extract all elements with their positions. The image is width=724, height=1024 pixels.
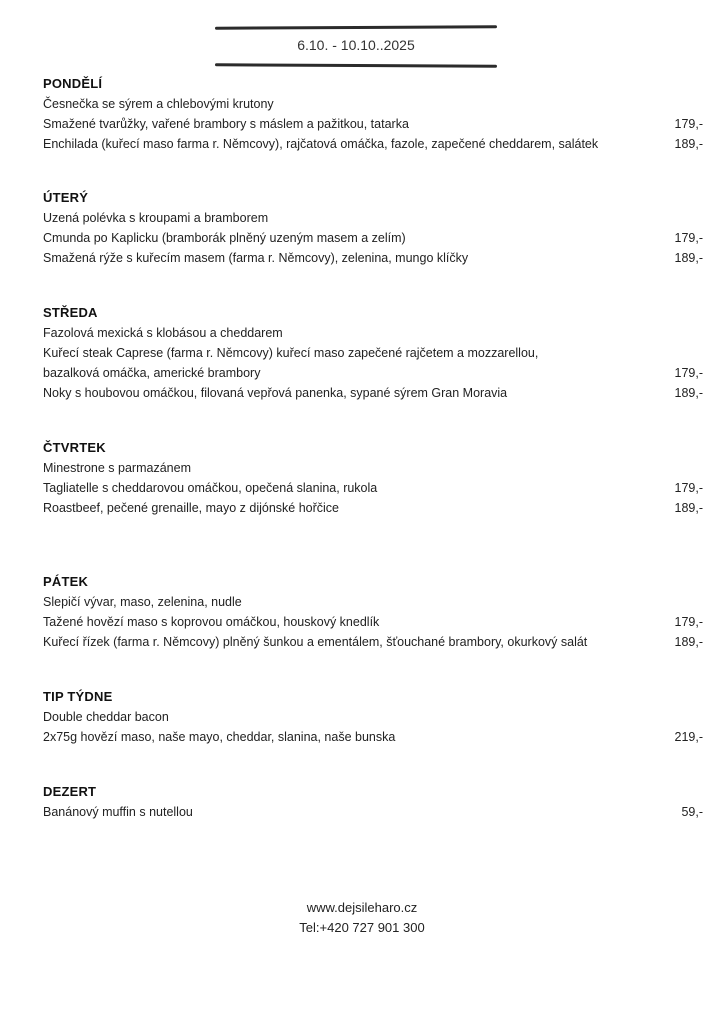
day-title: PONDĚLÍ bbox=[43, 76, 103, 91]
menu-item bbox=[43, 727, 703, 747]
item-name: Česnečka se sýrem a chlebovými krutony bbox=[43, 97, 274, 111]
item-name: Double cheddar bacon bbox=[43, 710, 169, 724]
header-top-stroke bbox=[215, 25, 497, 29]
day-section-thursday bbox=[43, 438, 703, 518]
menu-item bbox=[43, 612, 703, 632]
item-price: 179,- bbox=[674, 481, 703, 495]
item-name: Banánový muffin s nutellou bbox=[43, 805, 193, 819]
item-name: Tažené hovězí maso s koprovou omáčkou, houskový knedlík bbox=[43, 615, 380, 629]
menu-item bbox=[43, 632, 703, 652]
menu-item bbox=[43, 134, 703, 154]
menu-item bbox=[43, 323, 703, 343]
day-section-monday bbox=[43, 74, 703, 154]
day-title: PÁTEK bbox=[43, 574, 89, 589]
date-range: 6.10. - 10.10..2025 bbox=[297, 37, 415, 53]
item-price: 189,- bbox=[674, 501, 703, 515]
menu-item bbox=[43, 592, 703, 612]
menu-item bbox=[43, 802, 703, 822]
item-name: Enchilada (kuřecí maso farma r. Němcovy), rajčatová omáčka, fazole, zapečené cheddarem, salátek bbox=[43, 137, 599, 151]
item-name: Roastbeef, pečené grenaille, mayo z dijónské hořčice bbox=[43, 501, 340, 515]
item-name: Tagliatelle s cheddarovou omáčkou, opečená slanina, rukola bbox=[43, 481, 378, 495]
day-section-tuesday bbox=[43, 188, 703, 268]
menu-item bbox=[43, 94, 703, 114]
menu-item bbox=[43, 343, 703, 383]
item-price: 179,- bbox=[674, 117, 703, 131]
website-link[interactable]: www.dejsileharo.cz bbox=[306, 900, 418, 915]
menu-item bbox=[43, 458, 703, 478]
day-section-wednesday bbox=[43, 303, 703, 403]
day-title: ČTVRTEK bbox=[43, 440, 106, 455]
item-price: 189,- bbox=[674, 386, 703, 400]
section-title: DEZERT bbox=[43, 784, 97, 799]
item-name: Smažená rýže s kuřecím masem (farma r. Němcovy), zelenina, mungo klíčky bbox=[43, 251, 469, 265]
menu-item bbox=[43, 114, 703, 134]
menu-item bbox=[43, 498, 703, 518]
item-name: 2x75g hovězí maso, naše mayo, cheddar, slanina, naše bunska bbox=[43, 730, 396, 744]
item-price: 189,- bbox=[674, 137, 703, 151]
phone-number[interactable]: Tel:+420 727 901 300 bbox=[299, 920, 425, 935]
item-price: 59,- bbox=[681, 805, 703, 819]
menu-item bbox=[43, 383, 703, 403]
item-price: 189,- bbox=[674, 635, 703, 649]
item-price: 189,- bbox=[674, 251, 703, 265]
day-title: STŘEDA bbox=[43, 305, 98, 320]
dessert-section bbox=[43, 782, 703, 822]
item-name: Minestrone s parmazánem bbox=[43, 461, 191, 475]
item-price: 179,- bbox=[674, 615, 703, 629]
menu-item bbox=[43, 228, 703, 248]
item-price: 219,- bbox=[674, 730, 703, 744]
section-title: TIP TÝDNE bbox=[43, 689, 113, 704]
item-name: Slepičí vývar, maso, zelenina, nudle bbox=[43, 595, 242, 609]
menu-item bbox=[43, 478, 703, 498]
item-name: Fazolová mexická s klobásou a cheddarem bbox=[43, 326, 283, 340]
item-name: Kuřecí řízek (farma r. Němcovy) plněný šunkou a ementálem, šťouchané brambory, okurkový salát bbox=[43, 635, 588, 649]
item-price: 179,- bbox=[674, 231, 703, 245]
menu-item bbox=[43, 707, 703, 727]
menu-item bbox=[43, 208, 703, 228]
item-name: Noky s houbovou omáčkou, filovaná vepřová panenka, sypané sýrem Gran Moravia bbox=[43, 386, 508, 400]
item-name: Kuřecí steak Caprese (farma r. Němcovy) kuřecí maso zapečené rajčetem a mozzarellou, bazalková omáčka, americké brambory bbox=[43, 346, 539, 380]
item-name: Cmunda po Kaplicku (bramborák plněný uzeným masem a zelím) bbox=[43, 231, 406, 245]
header-bottom-stroke bbox=[215, 63, 497, 67]
day-section-friday bbox=[43, 572, 703, 652]
tip-of-week-section bbox=[43, 687, 703, 747]
item-name: Uzená polévka s kroupami a bramborem bbox=[43, 211, 269, 225]
item-price: 179,- bbox=[674, 366, 703, 380]
date-header bbox=[215, 26, 497, 70]
item-name: Smažené tvarůžky, vařené brambory s máslem a pažitkou, tatarka bbox=[43, 117, 409, 131]
menu-item bbox=[43, 248, 703, 268]
day-title: ÚTERÝ bbox=[43, 190, 89, 205]
